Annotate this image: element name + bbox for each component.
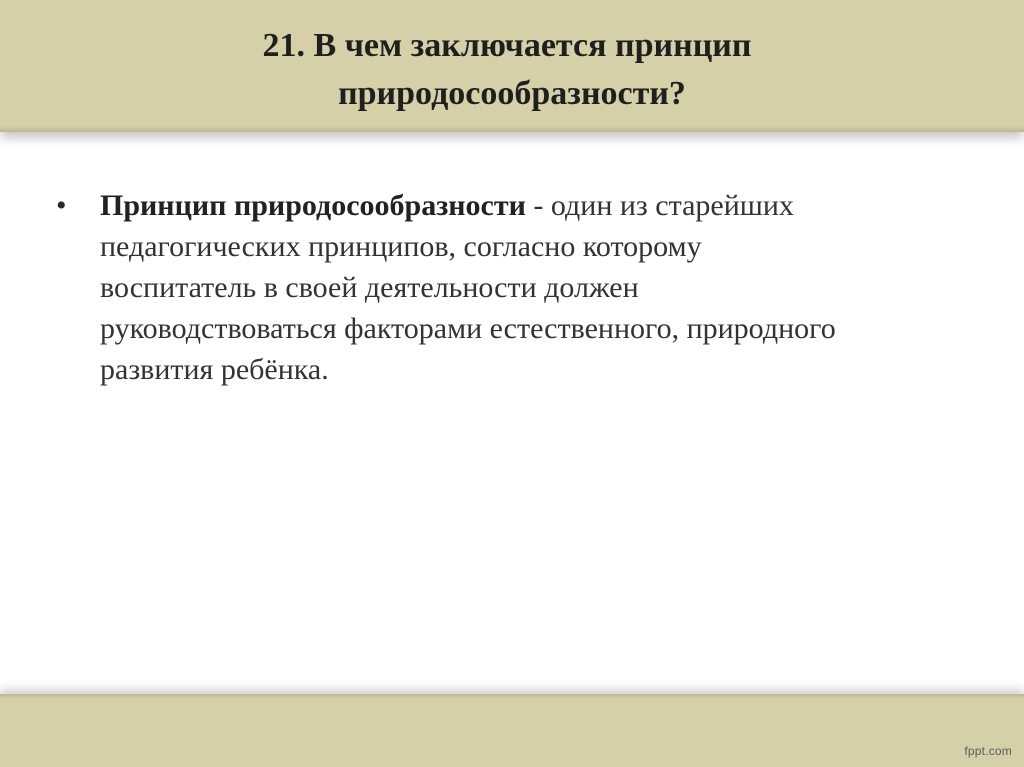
slide-title — [0, 22, 1024, 118]
bullet-text-line-3: воспитатель в своей деятельности должен — [100, 271, 639, 304]
watermark-text: fppt.com — [964, 744, 1012, 758]
bullet-marker: • — [56, 189, 67, 222]
slide-title-line-2: природосообразности? — [338, 75, 686, 112]
bullet-text-line-1: - один из старейших — [525, 189, 794, 222]
bullet-text-line-5: развития ребёнка. — [100, 353, 329, 386]
bullet-text — [100, 185, 836, 390]
slide-title-line-1: 21. В чем заключается принцип — [262, 27, 752, 64]
bullet-text-line-2: педагогических принципов, согласно которому — [100, 230, 702, 263]
bullet-term: Принцип природосообразности — [100, 189, 526, 222]
bullet-item — [56, 185, 976, 390]
title-band — [0, 0, 1024, 132]
bullet-text-line-4: руководствоваться факторами естественного, природного — [100, 312, 836, 345]
slide-content — [56, 185, 976, 390]
footer-band — [0, 694, 1024, 767]
